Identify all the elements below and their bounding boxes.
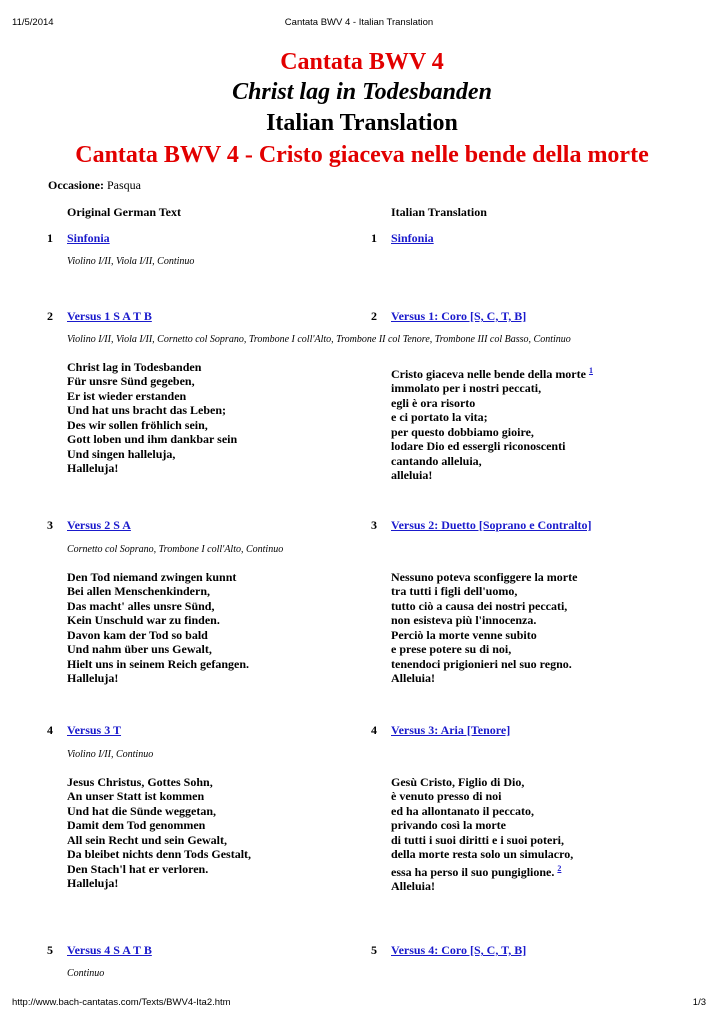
lyric-line: Da bleibet nichts denn Tods Gestalt, [67, 847, 252, 862]
lyric-line: Er ist wieder erstanden [67, 388, 187, 403]
lyric-line: Gesù Cristo, Figlio di Dio, [391, 775, 525, 789]
lyric-line: Und singen halleluja, [67, 446, 176, 461]
lyric-line: di tutti i suoi diritti e i suoi poteri, [391, 832, 565, 847]
occasion [48, 178, 141, 193]
title-block [0, 47, 724, 171]
lyric-line: Des wir sollen fröhlich sein, [67, 417, 208, 432]
movement-number: 3 [371, 518, 377, 532]
lyric-line: Halleluja! [67, 876, 119, 891]
lyric-line: lodare Dio ed essergli riconoscenti [391, 439, 566, 454]
lyric-line: e ci portato la vita; [391, 410, 488, 425]
lyric-line: Gott loben und ihm dankbar sein [67, 432, 238, 447]
movement-link-german[interactable]: Versus 2 S A [67, 518, 131, 532]
title-cantata: Cantata BWV 4 [280, 49, 444, 75]
movement-link-german[interactable]: Versus 3 T [67, 723, 122, 737]
lyric-line: essa ha perso il suo pungiglione. $^2$ [391, 863, 562, 879]
lyric-line: Und hat uns bracht das Leben; [67, 403, 227, 418]
lyric-line: Nessuno poteva sconfiggere la morte [391, 570, 578, 584]
lyric-line: Hielt uns in seinem Reich gefangen. [67, 656, 249, 671]
lyric-line: Und nahm über uns Gewalt, [67, 642, 212, 657]
title-italian: Cantata BWV 4 - Cristo giaceva nelle bende della morte [75, 142, 649, 168]
lyric-line: tra tutti i figli dell'uomo, [391, 584, 518, 599]
italian-lyrics [391, 364, 593, 483]
instrumentation: Cornetto col Soprano, Trombone I coll'Alto, Continuo [67, 544, 284, 555]
italian-lyrics [391, 775, 573, 894]
movement-number: 2 [371, 309, 377, 323]
lyric-line: Christ lag in Todesbanden [67, 360, 202, 374]
german-lyrics [67, 360, 237, 476]
lyric-line: privando così la morte [391, 818, 506, 833]
instrumentation: Continuo [67, 968, 105, 979]
instrumentation: Violino I/II, Viola I/II, Cornetto col Soprano, Trombone I coll'Alto, Trombone II col Tenore, Trombone III col Basso, Continuo [67, 334, 571, 345]
column-header-german: Original German Text [67, 205, 181, 219]
title-translation: Italian Translation [266, 110, 458, 136]
lyric-line: Für unsre Sünd gegeben, [67, 374, 195, 389]
print-title: Cantata BWV 4 - Italian Translation [284, 17, 434, 28]
lyric-line: Das macht' alles unsre Sünd, [67, 598, 215, 613]
italian-lyrics [391, 570, 577, 686]
movement-number: 1 [47, 231, 53, 245]
lyric-line: immolato per i nostri peccati, [391, 381, 542, 396]
lyric-line: An unser Statt ist kommen [67, 789, 205, 804]
movement-number: 3 [47, 518, 53, 532]
lyric-line: è venuto presso di noi [391, 789, 502, 804]
lyric-line: Halleluja! [67, 671, 119, 686]
movement-number: 4 [47, 723, 53, 737]
german-lyrics [67, 570, 249, 686]
movement-link-italian[interactable]: Versus 4: Coro [S, C, T, B] [391, 943, 527, 957]
lyric-line: Perciò la morte venne subito [391, 627, 537, 642]
lyric-line: per questo dobbiamo gioire, [391, 424, 534, 439]
column-header-italian: Italian Translation [391, 205, 487, 219]
print-date: 11/5/2014 [12, 17, 54, 28]
lyric-line: All sein Recht und sein Gewalt, [67, 832, 228, 847]
lyric-line: Kein Unschuld war zu finden. [67, 613, 220, 628]
instrumentation: Violino I/II, Viola I/II, Continuo [67, 256, 195, 267]
lyric-line: Davon kam der Tod so bald [67, 627, 208, 642]
lyric-line: Bei allen Menschenkindern, [67, 584, 211, 599]
lyric-line: tenendoci prigionieri nel suo regno. [391, 656, 572, 671]
page-url: http://www.bach-cantatas.com/Texts/BWV4-Ita2.htm [12, 997, 231, 1008]
movement-number: 4 [371, 723, 377, 737]
footnote-link[interactable]: 1 [588, 366, 593, 375]
lyric-line: Damit dem Tod genommen [67, 818, 206, 833]
lyric-line: Jesus Christus, Gottes Sohn, [67, 775, 213, 789]
lyric-line: alleluia! [391, 468, 433, 483]
lyric-line: Den Stach'l hat er verloren. [67, 861, 209, 876]
lyric-line: Alleluia! [391, 879, 435, 894]
instrumentation: Violino I/II, Continuo [67, 749, 154, 760]
movement-link-italian[interactable]: Versus 3: Aria [Tenore] [391, 723, 511, 737]
movement-link-german[interactable]: Versus 4 S A T B [67, 943, 152, 957]
movement-number: 5 [371, 943, 377, 957]
page-number: 1/3 [692, 997, 706, 1008]
lyric-line: della morte resta solo un simulacro, [391, 847, 574, 862]
movement-link-german[interactable]: Sinfonia [67, 231, 110, 245]
movement-link-german[interactable]: Versus 1 S A T B [67, 309, 152, 323]
occasion-value: Pasqua [107, 178, 141, 192]
lyric-line: ed ha allontanato il peccato, [391, 803, 534, 818]
movement-link-italian[interactable]: Versus 2: Duetto [Soprano e Contralto] [391, 518, 592, 532]
lyric-line: egli è ora risorto [391, 395, 476, 410]
lyric-line: Halleluja! [67, 461, 119, 476]
movement-link-italian[interactable]: Versus 1: Coro [S, C, T, B] [391, 309, 527, 323]
movement-link-italian[interactable]: Sinfonia [391, 231, 434, 245]
lyric-line: e prese potere su di noi, [391, 642, 512, 657]
lyric-line: Den Tod niemand zwingen kunnt [67, 570, 237, 584]
movement-number: 1 [371, 231, 377, 245]
movement-number: 5 [47, 943, 53, 957]
lyric-line: Und hat die Sünde weggetan, [67, 803, 217, 818]
title-german: Christ lag in Todesbanden [232, 79, 492, 105]
lyric-line: Cristo giaceva nelle bende della morte $^1$ [391, 366, 593, 381]
lyric-line: tutto ciò a causa dei nostri peccati, [391, 598, 568, 613]
german-lyrics [67, 775, 251, 891]
footnote-link[interactable]: 2 [557, 863, 562, 873]
occasion-label: Occasione: [48, 178, 104, 192]
lyric-line: cantando alleluia, [391, 453, 482, 468]
lyric-line: Alleluia! [391, 671, 435, 686]
movement-number: 2 [47, 309, 53, 323]
lyric-line: non esisteva più l'innocenza. [391, 613, 537, 628]
